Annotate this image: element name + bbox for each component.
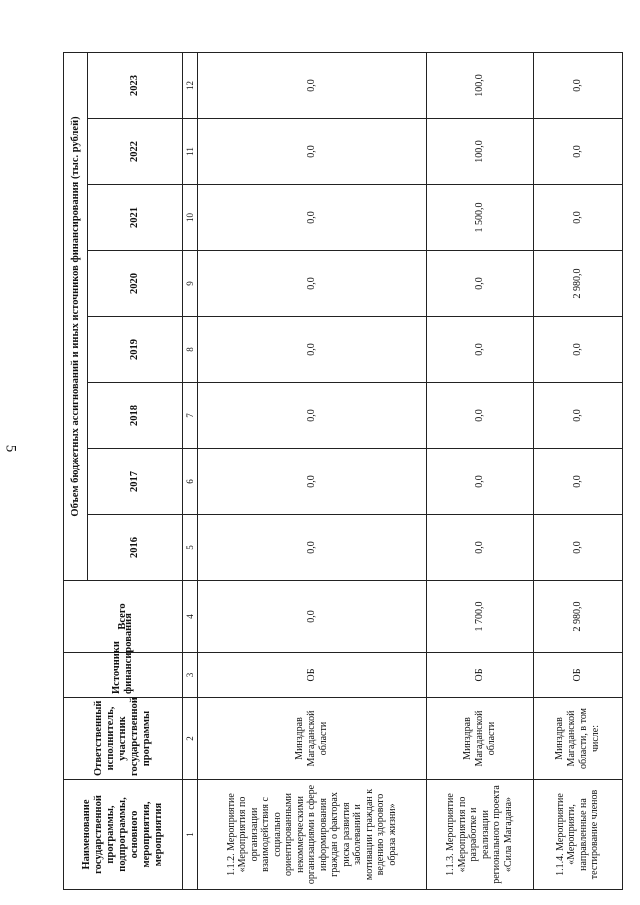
column-number: 3 (183, 653, 198, 698)
row-executor: Минздрав Магаданской области (198, 698, 427, 780)
row-value: 0,0 (533, 515, 622, 581)
row-value: 0,0 (427, 449, 533, 515)
column-number: 8 (183, 317, 198, 383)
rotated-table-container (63, 53, 623, 890)
table-row (533, 52, 622, 889)
row-value: 0,0 (533, 383, 622, 449)
column-number: 9 (183, 251, 198, 317)
table-row (427, 52, 533, 889)
row-value: 100,0 (427, 119, 533, 185)
row-name: 1.1.4. Мероприятие «Мероприяти, направленные на тестирование членов (533, 780, 622, 890)
row-source: ОБ (533, 653, 622, 698)
table-row (198, 52, 427, 889)
row-value: 0,0 (533, 317, 622, 383)
row-value: 0,0 (198, 185, 427, 251)
header-total: Всего (64, 581, 183, 653)
column-number: 11 (183, 119, 198, 185)
header-year: 2016 (88, 515, 183, 581)
row-total: 1 700,0 (427, 581, 533, 653)
header-executor: Ответственный исполнитель, участник государственной программы (64, 698, 183, 780)
header-year: 2022 (88, 119, 183, 185)
row-value: 0,0 (198, 52, 427, 118)
column-number: 1 (183, 780, 198, 890)
column-number: 12 (183, 52, 198, 118)
row-value: 2 980,0 (533, 251, 622, 317)
row-value: 0,0 (533, 449, 622, 515)
row-value: 0,0 (427, 251, 533, 317)
row-value: 0,0 (198, 383, 427, 449)
row-executor: Минздрав Магаданской области, в том числе: (533, 698, 622, 780)
header-year: 2020 (88, 251, 183, 317)
row-value: 0,0 (533, 52, 622, 118)
column-number: 10 (183, 185, 198, 251)
header-year: 2021 (88, 185, 183, 251)
row-value: 0,0 (427, 383, 533, 449)
row-value: 0,0 (198, 515, 427, 581)
header-year: 2019 (88, 317, 183, 383)
row-total: 2 980,0 (533, 581, 622, 653)
row-total: 0,0 (198, 581, 427, 653)
header-year: 2023 (88, 52, 183, 118)
header-year: 2018 (88, 383, 183, 449)
header-name: Наименование государственной программы, подпрограммы, основного мероприятия, мероприятия (64, 780, 183, 890)
row-value: 100,0 (427, 52, 533, 118)
header-source: Источники финансирования (64, 653, 183, 698)
column-number: 6 (183, 449, 198, 515)
column-number: 7 (183, 383, 198, 449)
header-year: 2017 (88, 449, 183, 515)
row-name: 1.1.3. Мероприятие «Мероприятия по разработке и реализации регионального проекта «Сила Магадана» (427, 780, 533, 890)
header-funding-group: Объем бюджетных ассигнований и иных источников финансирования (тыс. рублей) (64, 52, 88, 580)
column-number: 4 (183, 581, 198, 653)
row-value: 0,0 (198, 119, 427, 185)
row-value: 0,0 (533, 119, 622, 185)
row-value: 0,0 (198, 251, 427, 317)
row-source: ОБ (427, 653, 533, 698)
column-number: 2 (183, 698, 198, 780)
row-value: 0,0 (198, 449, 427, 515)
page-number: 5 (2, 444, 19, 453)
row-value: 0,0 (533, 185, 622, 251)
row-value: 1 500,0 (427, 185, 533, 251)
column-number: 5 (183, 515, 198, 581)
row-name: 1.1.2. Мероприятие «Мероприятия по организации взаимодействия с социально ориентированными некоммерческими организациями в сфере информирования граждан о факторах риска развития заболеваний и мотивации граждан к ведению здорового образа жизни» (198, 780, 427, 890)
row-executor: Минздрав Магаданской области (427, 698, 533, 780)
row-source: ОБ (198, 653, 427, 698)
row-value: 0,0 (427, 317, 533, 383)
row-value: 0,0 (427, 515, 533, 581)
funding-table (63, 52, 623, 890)
row-value: 0,0 (198, 317, 427, 383)
